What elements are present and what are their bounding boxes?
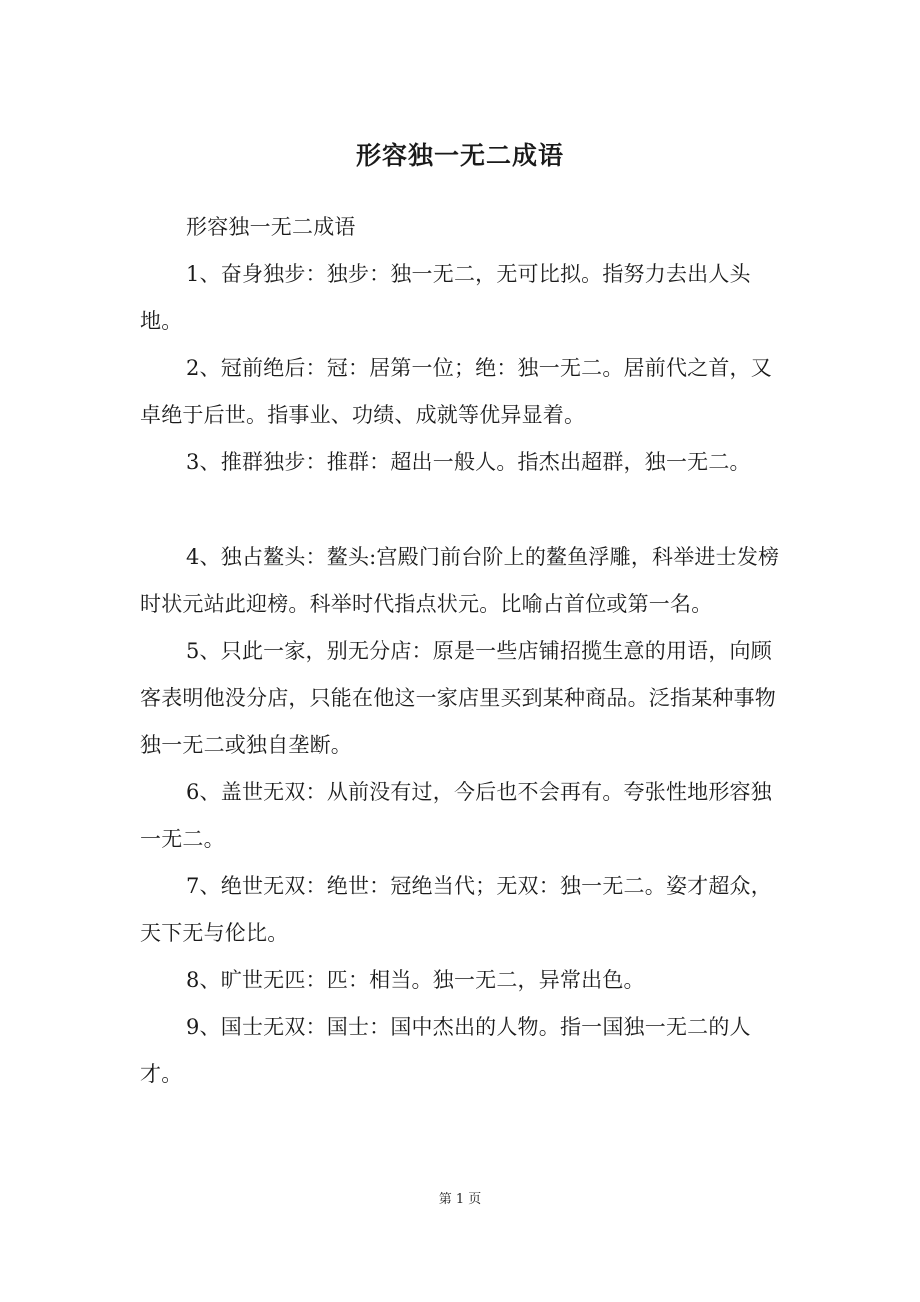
page-number: 第 1 页 — [438, 1192, 482, 1207]
paragraph-idiom-6: 6、盖世无双：从前没有过，今后也不会再有。夸张性地形容独一无二。 — [140, 780, 772, 851]
paragraph-intro: 形容独一无二成语 — [186, 215, 356, 239]
document-body — [140, 204, 790, 1098]
paragraph-idiom-4: 4、独占鳌头：鳌头:宫殿门前台阶上的鳌鱼浮雕，科举进士发榜时状元站此迎榜。科举时代指点状元。比喻占首位或第一名。 — [140, 545, 780, 616]
paragraph-idiom-9: 9、国士无双：国士：国中杰出的人物。指一国独一无二的人才。 — [140, 1015, 751, 1086]
paragraph-idiom-5: 5、只此一家，别无分店：原是一些店铺招揽生意的用语，向顾客表明他没分店，只能在他这一家店里买到某种商品。泛指某种事物独一无二或独自垄断。 — [140, 639, 776, 757]
paragraph-idiom-1: 1、奋身独步：独步：独一无二，无可比拟。指努力去出人头地。 — [140, 262, 751, 333]
document-title: 形容独一无二成语 — [355, 141, 564, 170]
paragraph-idiom-2: 2、冠前绝后：冠：居第一位；绝：独一无二。居前代之首，又卓绝于后世。指事业、功绩、成就等优异显着。 — [140, 356, 772, 427]
paragraph-idiom-3: 3、推群独步：推群：超出一般人。指杰出超群，独一无二。 — [186, 450, 751, 474]
paragraph-idiom-8: 8、旷世无匹：匹：相当。独一无二，异常出色。 — [186, 968, 645, 992]
paragraph-idiom-7: 7、绝世无双：绝世：冠绝当代；无双：独一无二。姿才超众，天下无与伦比。 — [140, 874, 772, 945]
